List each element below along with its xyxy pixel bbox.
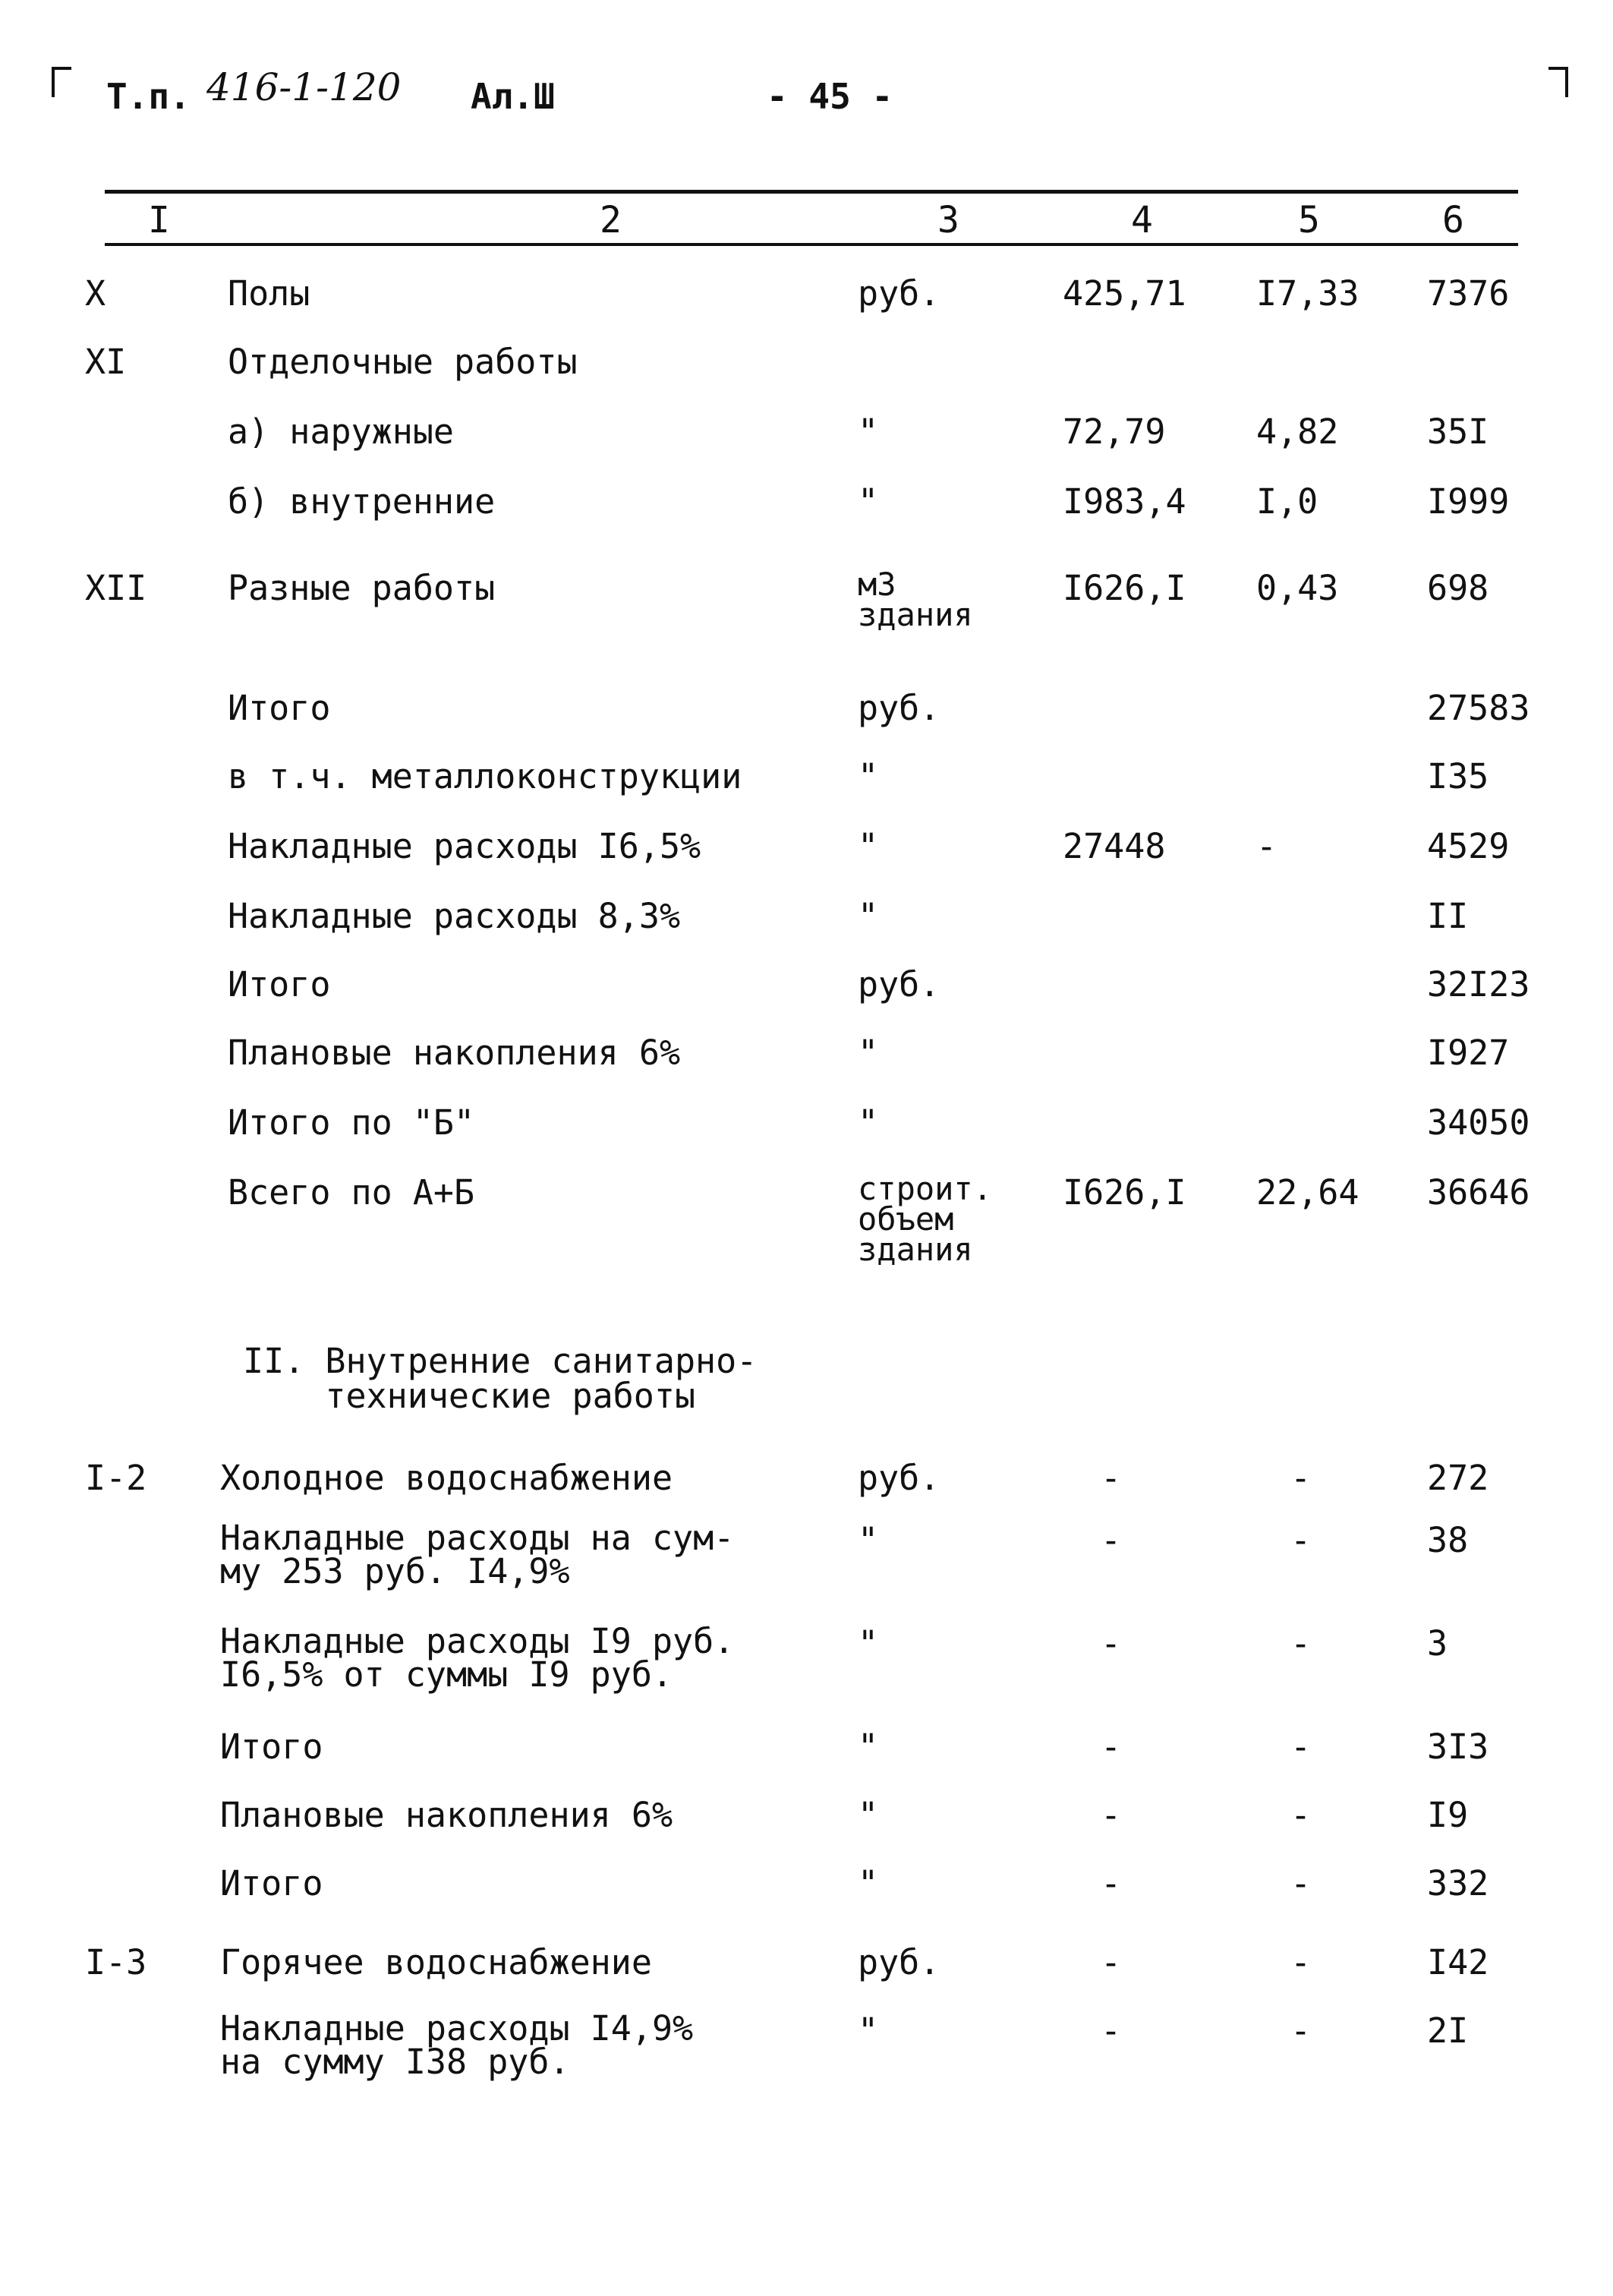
row-total: 3 <box>1427 1623 1448 1664</box>
row-quantity: - <box>1101 1623 1122 1664</box>
row-number: I-3 <box>85 1942 147 1982</box>
row-quantity: 27448 <box>1063 826 1166 866</box>
row-name: Разные работы <box>228 568 496 608</box>
row-quantity: - <box>1101 1520 1122 1560</box>
row-unit: м3 здания <box>858 566 973 633</box>
row-name: Накладные расходы 8,3% <box>228 896 681 936</box>
row-price: 4,82 <box>1256 412 1339 452</box>
row-quantity: 72,79 <box>1063 412 1166 452</box>
row-total: 698 <box>1427 568 1489 608</box>
row-total: 4529 <box>1427 826 1510 866</box>
row-unit: руб. <box>858 1942 940 1982</box>
row-quantity: - <box>1101 1942 1122 1982</box>
row-name: Плановые накопления 6% <box>220 1795 673 1835</box>
row-number: XI <box>85 342 127 382</box>
row-unit: " <box>858 2011 879 2051</box>
row-total: 2I <box>1427 2011 1469 2051</box>
row-price: - <box>1290 1863 1312 1903</box>
column-header-3: 3 <box>937 199 959 241</box>
row-total: 36646 <box>1427 1172 1530 1213</box>
row-name: Итого <box>220 1863 323 1903</box>
row-total: 27583 <box>1427 688 1530 728</box>
column-header-1: I <box>148 199 170 241</box>
row-price: I,0 <box>1256 481 1318 522</box>
row-price: - <box>1290 1458 1312 1498</box>
row-price: 22,64 <box>1256 1172 1359 1213</box>
column-header-4: 4 <box>1131 199 1153 241</box>
row-price: - <box>1290 1942 1312 1982</box>
row-total: 35I <box>1427 412 1489 452</box>
row-name: Итого <box>228 688 331 728</box>
row-name: Итого <box>220 1727 323 1767</box>
row-name: Накладные расходы на сум- му 253 руб. I4,9% <box>220 1518 735 1591</box>
row-quantity: 425,71 <box>1063 273 1186 314</box>
row-price: I7,33 <box>1256 273 1359 314</box>
row-number: X <box>85 273 106 314</box>
album-label: Ал.Ш <box>471 76 555 117</box>
row-price: - <box>1290 1520 1312 1560</box>
row-unit: строит. объем здания <box>858 1170 993 1268</box>
row-name: Полы <box>228 273 310 314</box>
row-total: I35 <box>1427 756 1489 796</box>
row-unit: " <box>858 1863 879 1903</box>
row-price: - <box>1256 826 1277 866</box>
row-unit: руб. <box>858 273 940 314</box>
row-unit: " <box>858 1033 879 1073</box>
row-total: I42 <box>1427 1942 1489 1982</box>
row-quantity: - <box>1101 2011 1122 2051</box>
row-total: 34050 <box>1427 1102 1530 1143</box>
row-total: I9 <box>1427 1795 1469 1835</box>
row-name: а) наружные <box>228 412 455 452</box>
row-total: 38 <box>1427 1520 1469 1560</box>
page-number: - 45 - <box>767 76 893 117</box>
row-number: I-2 <box>85 1458 147 1498</box>
row-number: XII <box>85 568 147 608</box>
row-name: Накладные расходы I9 руб. I6,5% от суммы I9 руб. <box>220 1621 735 1695</box>
row-quantity: - <box>1101 1863 1122 1903</box>
row-name: Итого по "Б" <box>228 1102 475 1143</box>
row-unit: руб. <box>858 1458 940 1498</box>
table-top-rule <box>105 190 1518 194</box>
corner-mark-right <box>1548 67 1568 97</box>
table-header-rule <box>105 243 1518 246</box>
row-unit: " <box>858 1102 879 1143</box>
column-header-5: 5 <box>1298 199 1320 241</box>
row-quantity: - <box>1101 1727 1122 1767</box>
row-quantity: - <box>1101 1458 1122 1498</box>
row-name: Итого <box>228 964 331 1004</box>
row-unit: " <box>858 896 879 936</box>
row-unit: " <box>858 412 879 452</box>
row-name: Холодное водоснабжение <box>220 1458 673 1498</box>
row-unit: " <box>858 1727 879 1767</box>
row-price: 0,43 <box>1256 568 1339 608</box>
row-total: 272 <box>1427 1458 1489 1498</box>
row-name: б) внутренние <box>228 481 496 522</box>
column-header-2: 2 <box>600 199 622 241</box>
section-title: II. Внутренние санитарно- технические работы <box>243 1341 758 1416</box>
row-name: Накладные расходы I4,9% на сумму I38 руб. <box>220 2008 694 2082</box>
row-price: - <box>1290 2011 1312 2051</box>
row-unit: " <box>858 481 879 522</box>
row-name: Накладные расходы I6,5% <box>228 826 701 866</box>
row-quantity: I626,I <box>1063 1172 1186 1213</box>
row-name: Отделочные работы <box>228 342 578 382</box>
row-unit: руб. <box>858 964 940 1004</box>
row-quantity: - <box>1101 1795 1122 1835</box>
row-name: Плановые накопления 6% <box>228 1033 681 1073</box>
row-total: 32I23 <box>1427 964 1530 1004</box>
row-total: I999 <box>1427 481 1510 522</box>
row-unit: " <box>858 1520 879 1560</box>
row-name: Всего по А+Б <box>228 1172 475 1213</box>
row-price: - <box>1290 1795 1312 1835</box>
project-code-handwritten: 416-1-120 <box>206 65 402 109</box>
row-unit: руб. <box>858 688 940 728</box>
row-price: - <box>1290 1727 1312 1767</box>
row-quantity: I983,4 <box>1063 481 1186 522</box>
column-header-6: 6 <box>1442 199 1464 241</box>
row-name: в т.ч. металлоконструкции <box>228 756 742 796</box>
row-unit: " <box>858 756 879 796</box>
row-total: II <box>1427 896 1469 936</box>
row-total: 3I3 <box>1427 1727 1489 1767</box>
row-name: Горячее водоснабжение <box>220 1942 652 1982</box>
row-unit: " <box>858 1795 879 1835</box>
row-price: - <box>1290 1623 1312 1664</box>
row-total: I927 <box>1427 1033 1510 1073</box>
row-unit: " <box>858 1623 879 1664</box>
row-quantity: I626,I <box>1063 568 1186 608</box>
row-total: 7376 <box>1427 273 1510 314</box>
row-unit: " <box>858 826 879 866</box>
row-total: 332 <box>1427 1863 1489 1903</box>
header-prefix: Т.п. <box>106 76 191 117</box>
corner-mark-left <box>52 67 71 97</box>
